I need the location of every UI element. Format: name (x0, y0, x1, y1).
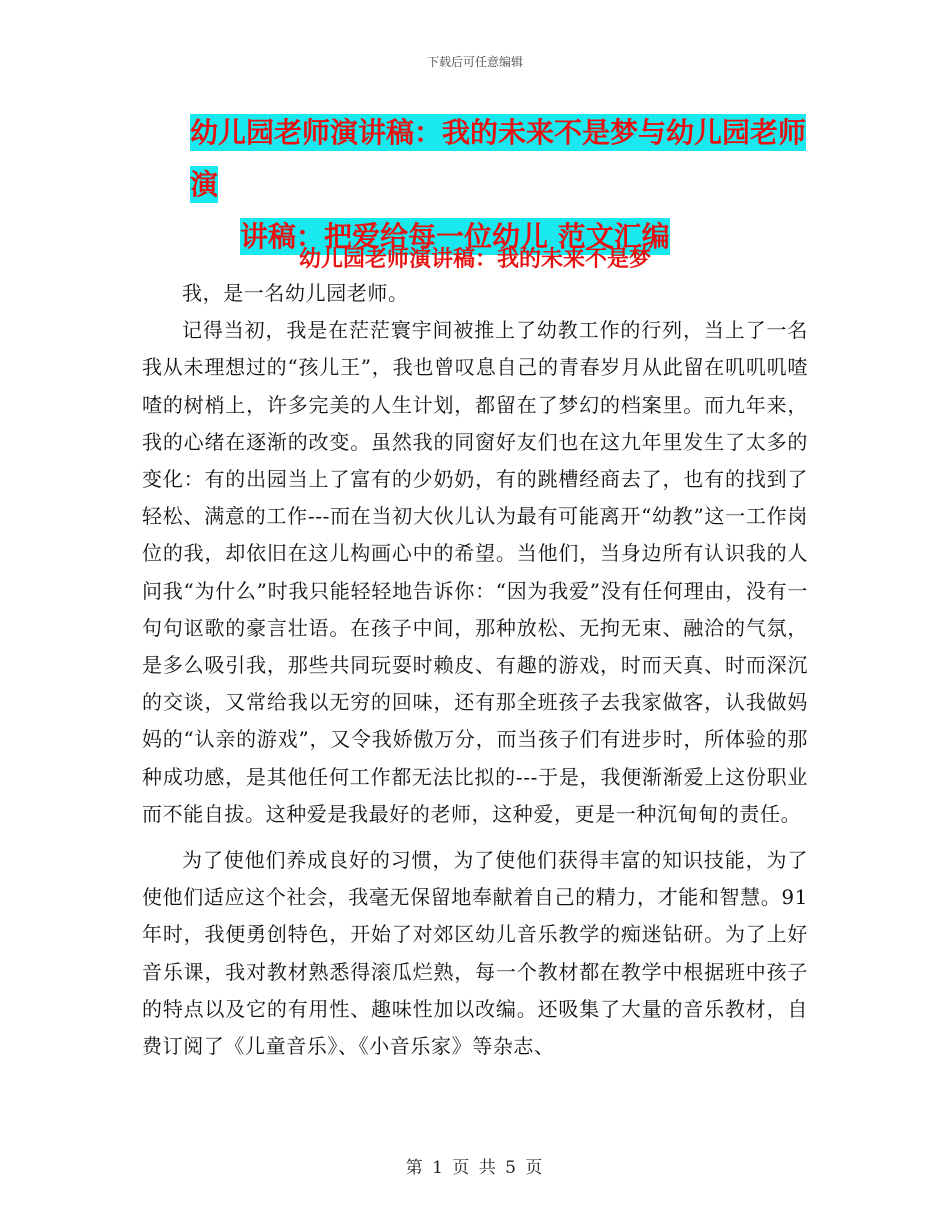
paragraph: 记得当初，我是在茫茫寰宇间被推上了幼教工作的行列，当上了一名我从未理想过的“孩儿王”，我也曾叹息自己的青春岁月从此留在叽叽叽喳喳的树梢上，许多完美的人生计划，都留在了梦幻的档案里。而九年来，我的心绪在逐渐的改变。虽然我的同窗好友们也在这九年里发生了太多的变化：有的出园当上了富有的少奶奶，有的跳槽经商去了，也有的找到了轻松、满意的工作---而在当初大伙儿认为最有可能离开“幼教”这一工作岗位的我，却依旧在这儿构画心中的希望。当他们，当身边所有认识我的人问我“为什么”时我只能轻轻地告诉你：“因为我爱”没有任何理由，没有一句句讴歌的豪言壮语。在孩子中间，那种放松、无拘无束、融洽的气氛，是多么吸引我，那些共同玩耍时赖皮、有趣的游戏，时而天真、时而深沉的交谈，又常给我以无穷的回味，还有那全班孩子去我家做客，认我做妈妈的“认亲的游戏”，又令我娇傲万分，而当孩子们有进步时，所体验的那种成功感，是其他任何工作都无法比拟的---于是，我便渐渐爱上这份职业而不能自拔。这种爱是我最好的老师，这种爱，更是一种沉甸甸的责任。 (142, 318, 808, 826)
header-note: 下载后可任意编辑 (426, 55, 523, 69)
document-title-line2: 讲稿：把爱给每一位幼儿 范文汇编 (240, 220, 670, 253)
page-footer: 第 1 页 共 5 页 (405, 1158, 545, 1178)
document-body (142, 275, 808, 1065)
paragraph: 为了使他们养成良好的习惯，为了使他们获得丰富的知识技能，为了使他们适应这个社会，我毫无保留地奉献着自己的精力，才能和智慧。91年时，我便勇创特色，开始了对郊区幼儿音乐教学的痴迷钻研。为了上好音乐课，我对教材熟悉得滚瓜烂熟，每一个教材都在教学中根据班中孩子的特点以及它的有用性、趣味性加以改编。还吸集了大量的音乐教材，自费订阅了《儿童音乐》、《小音乐家》等杂志、 (142, 848, 808, 1059)
paragraph: 我，是一名幼儿园老师。 (182, 281, 409, 305)
section-title: 幼儿园老师演讲稿：我的未来不是梦 (298, 247, 651, 272)
document-title (190, 107, 810, 263)
document-title-line1: 幼儿园老师演讲稿：我的未来不是梦与幼儿园老师演 (190, 116, 807, 201)
